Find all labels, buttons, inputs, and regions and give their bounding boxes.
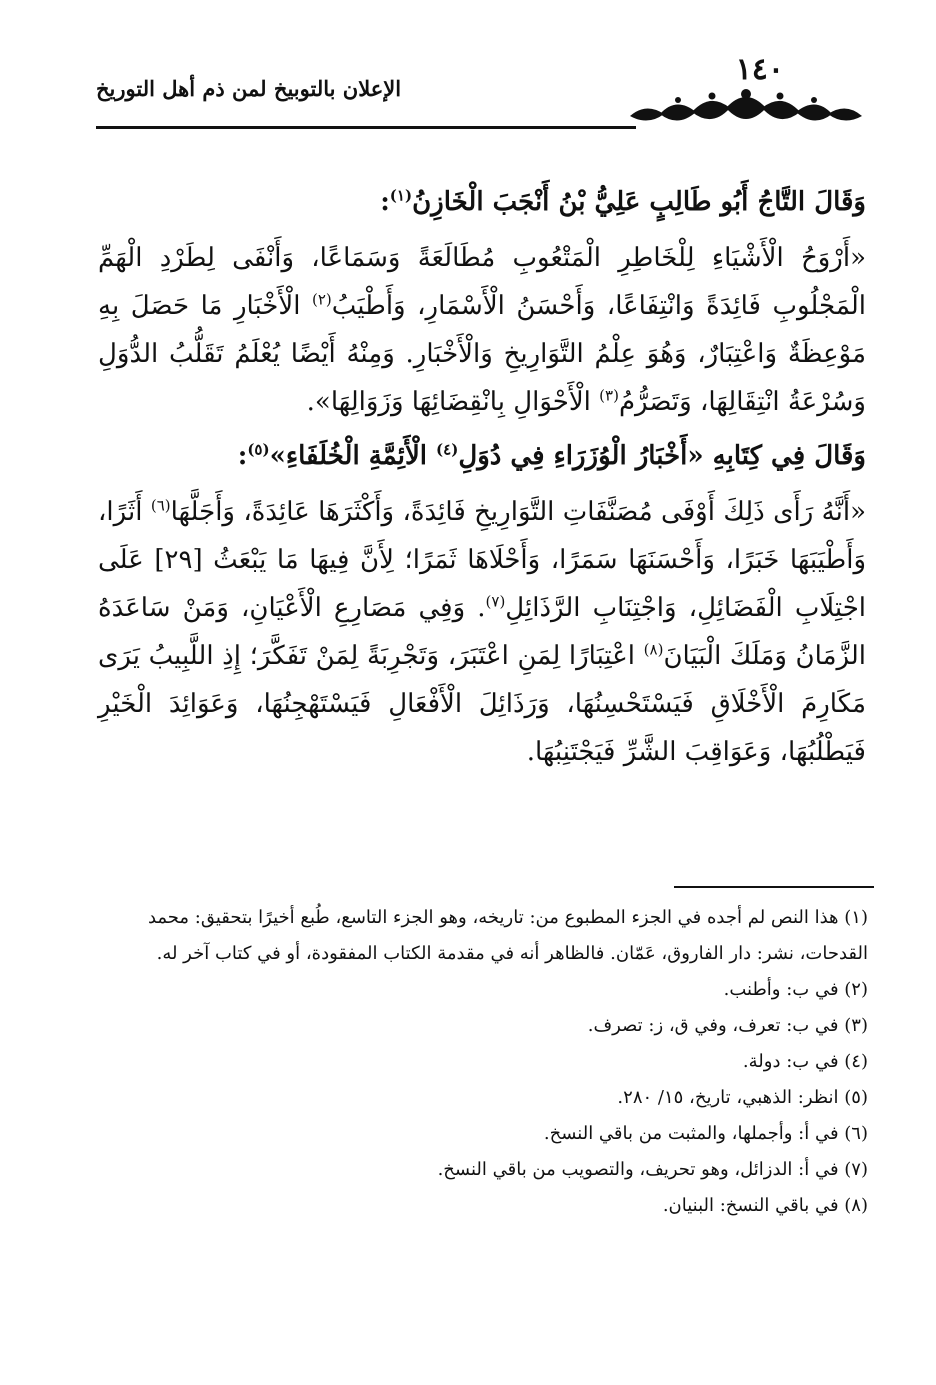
running-title: الإعلان بالتوبيخ لمن ذم أهل التوريخ xyxy=(96,76,402,101)
heading-end: : xyxy=(237,441,248,471)
paragraph-text: الْأَخْبَارِ مَا حَصَلَ بِهِ مَوْعِظَةٌ وَاعْتِبَارٌ، وَهُوَ عِلْمُ التَّوَارِيخِ وَالْأَخْبَارِ. وَمِنْهُ أَيْضًا يُعْلَمُ تَقَلُّبُ الدُّوَلِ وَسُرْعَةُ انْتِقَالِهَا، وَتَصَرُّمُ xyxy=(98,291,866,417)
footnote-ref: (٦) xyxy=(150,496,171,515)
footnote: (٨) في باقي النسخ: البنيان. xyxy=(662,1195,868,1216)
footnote: (٤) في ب: دولة. xyxy=(742,1051,868,1072)
footnote: (٧) في أ: الدزائل، وهو تحريف، والتصويب من باقي النسخ. xyxy=(437,1159,868,1180)
paragraph-text: اعْتِبَارًا لِمَنِ اعْتَبَرَ، وَتَجْرِبَةً لِمَنْ تَفَكَّرَ؛ إِذِ اللَّبِيبُ يَرَى مَكَارِمَ الْأَخْلَاقِ فَيَسْتَحْسِنُهَا، وَرَذَائِلَ الْأَفْعَالِ فَيَسْتَهْجِنُهَا، وَعَوَائِدَ الْخَيْرِ فَيَطْلُبُهَا، وَعَوَاقِبَ الشَّرِّ فَيَجْتَنِبُهَا. xyxy=(98,641,866,767)
heading-end: : xyxy=(380,187,390,217)
heading-text: وَقَالَ التَّاجُ أَبُو طَالِبٍ عَلِيُّ بْنُ أَنْجَبَ الْخَازِنُ xyxy=(412,187,866,217)
footnote-ref: (٤) xyxy=(436,440,459,459)
paragraph-text: الْأَحْوَالِ بِانْقِضَائِهَا وَزَوَالِهَا». xyxy=(306,387,600,417)
footnote-rule xyxy=(674,886,874,888)
paragraph-text: . وَفِي مَصَارِعِ الْأَعْيَانِ، وَمَنْ سَاعَدَهُ الزَّمَانُ وَمَلَكَ الْبَيَانَ xyxy=(98,593,866,671)
paragraph-text: أَثَرًا، وَأَطْيَبَهَا خَبَرًا، وَأَحْسَنَهَا سَمَرًا، وَأَحْلَاهَا ثَمَرًا؛ لِأَنَّ فِيهَا مَا يَبْعَثُ [٢٩] عَلَى اجْتِلَابِ الْفَضَائِلِ، وَاجْتِنَابِ الرَّذَائِلِ xyxy=(98,497,866,623)
footnote: (٢) في ب: وأطنب. xyxy=(723,979,868,1000)
footnote-ref: (٢) xyxy=(311,290,332,309)
main-text xyxy=(98,178,866,782)
floral-ornament-icon xyxy=(626,86,866,132)
footnote: (١) هذا النص لم أجده في الجزء المطبوع من: تاريخه، وهو الجزء التاسع، طُبع أخيرًا بتحقيق: محمد القدحات، نشر: دار الفاروق، عَمّان. فالظاهر أنه في مقدمة الكتاب المفقودة، أو في كتاب آخر له. xyxy=(147,907,868,964)
footnote-ref: (٨) xyxy=(643,640,664,659)
quote-paragraph-2 xyxy=(98,488,866,776)
header-rule xyxy=(96,126,636,129)
quote-paragraph-1 xyxy=(98,234,866,426)
heading-text: الْأَئِمَّةِ الْخُلَفَاءِ» xyxy=(269,441,437,471)
footnote-ref: (٧) xyxy=(485,592,506,611)
footnotes xyxy=(96,900,868,1224)
page-number: ١٤٠ xyxy=(735,52,784,87)
footnote: (٣) في ب: تعرف، وفي ق، ز: تصرف. xyxy=(587,1015,868,1036)
footnote-ref: (٥) xyxy=(247,440,270,459)
heading-quote-2 xyxy=(98,432,866,480)
footnote: (٥) انظر: الذهبي، تاريخ، ١٥/ ٢٨٠. xyxy=(617,1087,868,1108)
heading-text: وَقَالَ فِي كِتَابِهِ «أَخْبَارُ الْوُزَرَاءِ فِي دُوَلِ xyxy=(458,441,866,471)
paragraph-text: «أَرْوَحُ الْأَشْيَاءِ لِلْخَاطِرِ الْمَتْعُوبِ مُطَالَعَةً وَسَمَاعًا، وَأَنْفَى لِطَرْدِ الْهَمِّ الْمَجْلُوبِ فَائِدَةً وَانْتِفَاعًا، وَأَحْسَنُ الْأَسْمَارِ، وَأَطْيَبُ xyxy=(98,243,866,321)
footnote: (٦) في أ: وأجملها، والمثبت من باقي النسخ. xyxy=(543,1123,868,1144)
paragraph-text: «أَنَّهُ رَأَى ذَلِكَ أَوْفَى مُصَنَّفَاتِ التَّوَارِيخِ فَائِدَةً، وَأَكْثَرَهَا عَائِدَةً، وَأَجَلَّهَا xyxy=(170,497,866,527)
page-header xyxy=(96,52,866,142)
footnote-ref: (٣) xyxy=(599,386,619,405)
heading-quote-1 xyxy=(98,178,866,226)
footnote-ref: (١) xyxy=(389,186,413,205)
